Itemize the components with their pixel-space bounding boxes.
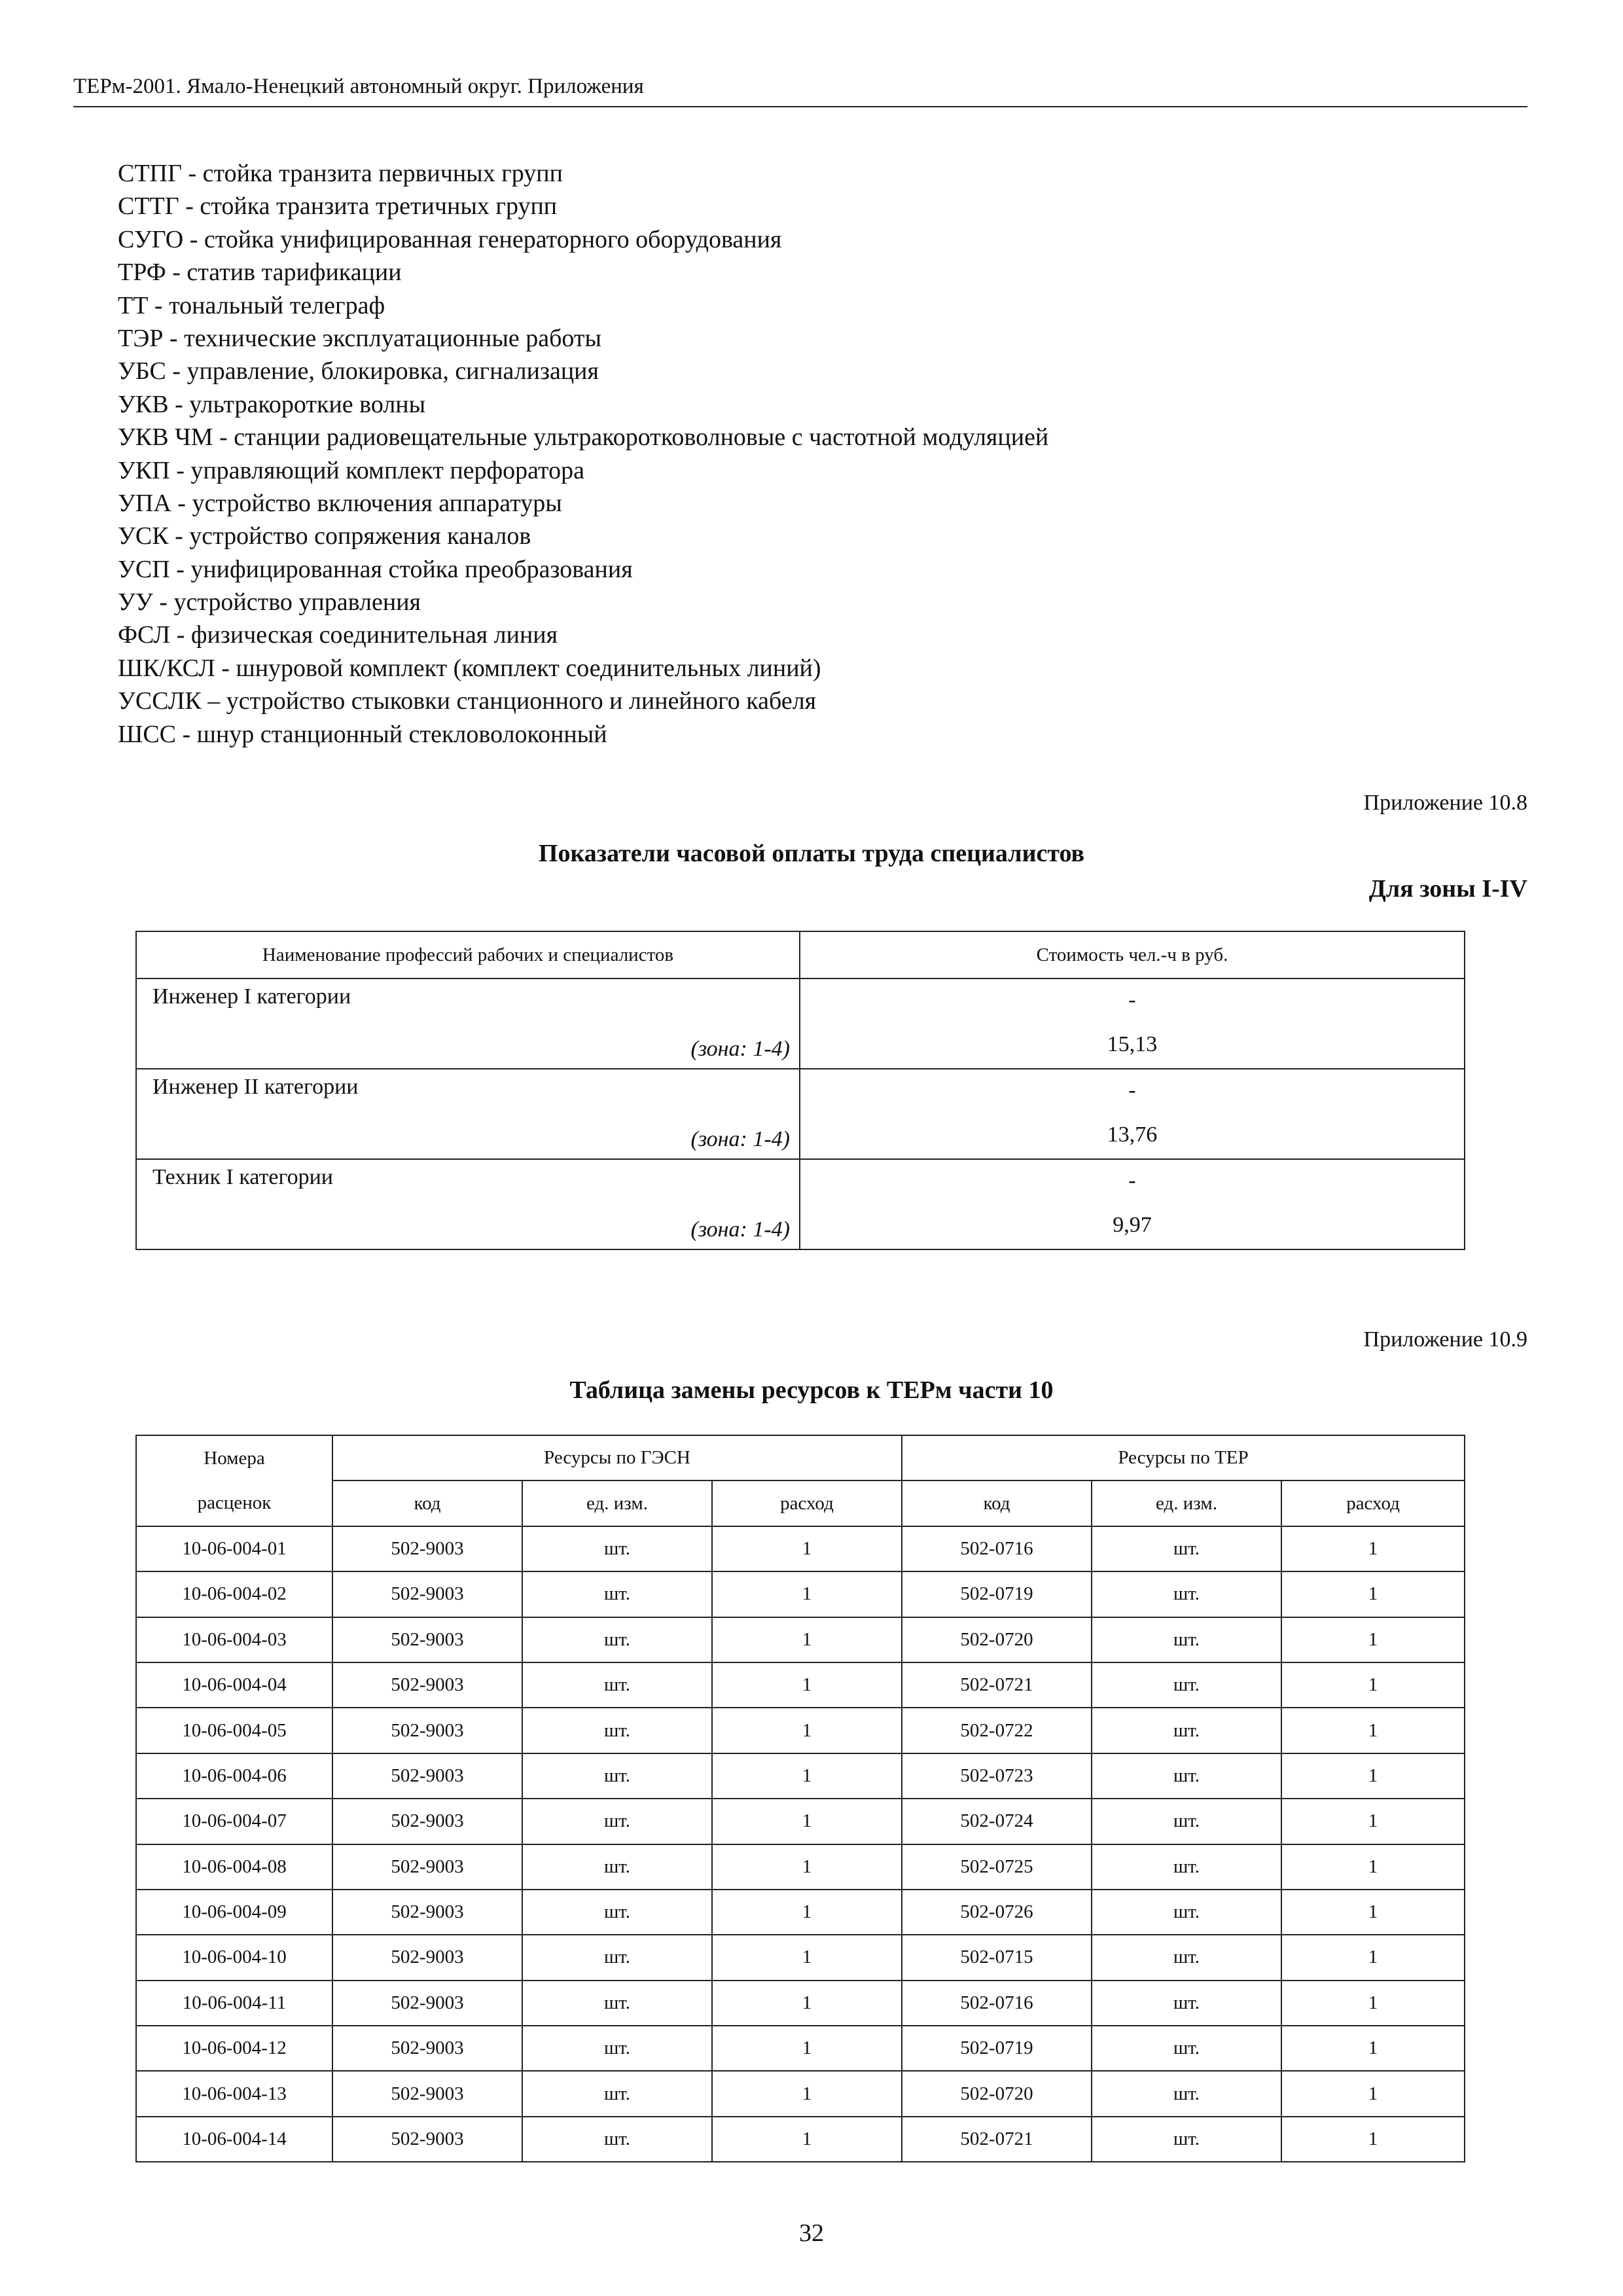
- ter-code-cell: 502-0719: [902, 1571, 1092, 1617]
- gesn-consumption-cell: 1: [712, 1844, 902, 1890]
- cost-value: 15,13: [1107, 1032, 1158, 1056]
- cost-cell: [800, 1069, 1465, 1159]
- table-row: [136, 1799, 1465, 1844]
- ter-unit-cell: шт.: [1092, 1981, 1281, 2026]
- ter-consumption-cell: 1: [1281, 1708, 1465, 1753]
- ter-consumption-cell: 1: [1281, 1844, 1465, 1890]
- wage-table: [135, 931, 1465, 1250]
- substitution-table: [135, 1435, 1465, 2162]
- rate-number-cell: 10-06-004-13: [136, 2071, 332, 2116]
- header-ter-unit: ед. изм.: [1092, 1480, 1281, 1526]
- table-row: [136, 1069, 1465, 1159]
- page-number: 32: [799, 2219, 824, 2247]
- profession-cell: [136, 1069, 800, 1159]
- zone-note: (зона: 1-4): [690, 1217, 790, 1242]
- substitution-table-body: [136, 1526, 1465, 2162]
- substitution-table-title: Таблица замены ресурсов к ТЕРм части 10: [569, 1376, 1054, 1404]
- gesn-unit-cell: шт.: [522, 1799, 712, 1844]
- rate-number-cell: 10-06-004-14: [136, 2117, 332, 2162]
- header-gesn-consumption: расход: [712, 1480, 902, 1526]
- abbreviation-list: [118, 157, 1492, 751]
- header-rates: расценок: [136, 1480, 332, 1526]
- ter-unit-cell: шт.: [1092, 1662, 1281, 1708]
- ter-code-cell: 502-0721: [902, 1662, 1092, 1708]
- header-gesn-unit: ед. изм.: [522, 1480, 712, 1526]
- gesn-code-cell: 502-9003: [332, 1799, 522, 1844]
- ter-consumption-cell: 1: [1281, 1799, 1465, 1844]
- ter-unit-cell: шт.: [1092, 1708, 1281, 1753]
- ter-consumption-cell: 1: [1281, 1935, 1465, 1980]
- table-row: [136, 1571, 1465, 1617]
- ter-unit-cell: шт.: [1092, 1526, 1281, 1571]
- gesn-unit-cell: шт.: [522, 1890, 712, 1935]
- gesn-unit-cell: шт.: [522, 1708, 712, 1753]
- table-row: [136, 1844, 1465, 1890]
- gesn-consumption-cell: 1: [712, 1662, 902, 1708]
- ter-unit-cell: шт.: [1092, 2071, 1281, 2116]
- profession-name: Инженер I категории: [152, 984, 351, 1009]
- ter-consumption-cell: 1: [1281, 1753, 1465, 1799]
- gesn-code-cell: 502-9003: [332, 1935, 522, 1980]
- rate-number-cell: 10-06-004-09: [136, 1890, 332, 1935]
- column-header-cost: Стоимость чел.-ч в руб.: [800, 931, 1465, 978]
- appendix-label-10-8: Приложение 10.8: [1363, 791, 1527, 815]
- ter-unit-cell: шт.: [1092, 1935, 1281, 1980]
- abbreviation-item: ТТ - тональный телеграф: [118, 291, 385, 319]
- gesn-code-cell: 502-9003: [332, 1753, 522, 1799]
- ter-unit-cell: шт.: [1092, 1844, 1281, 1890]
- cost-dash: -: [1128, 988, 1136, 1012]
- ter-code-cell: 502-0720: [902, 1617, 1092, 1662]
- gesn-code-cell: 502-9003: [332, 2026, 522, 2071]
- cost-value: 13,76: [1107, 1122, 1158, 1147]
- abbreviation-item: ФСЛ - физическая соединительная линия: [118, 621, 558, 649]
- abbreviation-item: СТТГ - стойка транзита третичных групп: [118, 192, 558, 221]
- gesn-code-cell: 502-9003: [332, 1981, 522, 2026]
- gesn-consumption-cell: 1: [712, 1981, 902, 2026]
- ter-unit-cell: шт.: [1092, 1890, 1281, 1935]
- table-row: [136, 1662, 1465, 1708]
- header-gesn-code: код: [332, 1480, 522, 1526]
- abbreviation-item: СУГО - стойка унифицированная генераторного оборудования: [118, 225, 782, 253]
- gesn-unit-cell: шт.: [522, 1753, 712, 1799]
- gesn-unit-cell: шт.: [522, 1662, 712, 1708]
- table-row: [136, 1935, 1465, 1980]
- abbreviation-item: УУ - устройство управления: [118, 588, 421, 617]
- gesn-code-cell: 502-9003: [332, 1890, 522, 1935]
- gesn-consumption-cell: 1: [712, 2026, 902, 2071]
- abbreviation-item: УКВ - ультракороткие волны: [118, 390, 426, 418]
- gesn-consumption-cell: 1: [712, 1890, 902, 1935]
- rate-number-cell: 10-06-004-02: [136, 1571, 332, 1617]
- ter-code-cell: 502-0719: [902, 2026, 1092, 2071]
- gesn-code-cell: 502-9003: [332, 1571, 522, 1617]
- table-row: [136, 1617, 1465, 1662]
- header-numbers: Номера: [136, 1435, 332, 1480]
- rate-number-cell: 10-06-004-11: [136, 1981, 332, 2026]
- table-row: [136, 978, 1465, 1069]
- gesn-unit-cell: шт.: [522, 1844, 712, 1890]
- table-row: [136, 1981, 1465, 2026]
- column-header-profession: Наименование профессий рабочих и специалистов: [136, 931, 800, 978]
- cost-dash: -: [1128, 1078, 1136, 1102]
- abbreviation-item: УСК - устройство сопряжения каналов: [118, 522, 531, 550]
- ter-code-cell: 502-0715: [902, 1935, 1092, 1980]
- gesn-consumption-cell: 1: [712, 1526, 902, 1571]
- header-ter-code: код: [902, 1480, 1092, 1526]
- gesn-code-cell: 502-9003: [332, 1844, 522, 1890]
- table-row: [136, 1753, 1465, 1799]
- rate-number-cell: 10-06-004-07: [136, 1799, 332, 1844]
- ter-code-cell: 502-0725: [902, 1844, 1092, 1890]
- profession-cell: [136, 1159, 800, 1249]
- running-header: ТЕРм-2001. Ямало-Ненецкий автономный округ. Приложения: [73, 75, 644, 98]
- table-row: [136, 2026, 1465, 2071]
- gesn-consumption-cell: 1: [712, 1935, 902, 1980]
- gesn-code-cell: 502-9003: [332, 1708, 522, 1753]
- profession-name: Инженер II категории: [152, 1075, 359, 1099]
- zone-label: Для зоны I-IV: [1368, 875, 1527, 903]
- gesn-consumption-cell: 1: [712, 1617, 902, 1662]
- rate-number-cell: 10-06-004-08: [136, 1844, 332, 1890]
- ter-code-cell: 502-0726: [902, 1890, 1092, 1935]
- abbreviation-item: СТПГ - стойка транзита первичных групп: [118, 160, 563, 187]
- ter-unit-cell: шт.: [1092, 2026, 1281, 2071]
- header-rule: [73, 106, 1527, 107]
- table-row: [136, 2117, 1465, 2162]
- gesn-unit-cell: шт.: [522, 2117, 712, 2162]
- zone-note: (зона: 1-4): [690, 1037, 790, 1061]
- ter-consumption-cell: 1: [1281, 2071, 1465, 2116]
- ter-consumption-cell: 1: [1281, 1617, 1465, 1662]
- abbreviation-item: ТРФ - статив тарификации: [118, 259, 402, 287]
- table-row: [136, 2071, 1465, 2116]
- abbreviation-item: УССЛК – устройство стыковки станционного и линейного кабеля: [118, 687, 817, 715]
- gesn-consumption-cell: 1: [712, 1708, 902, 1753]
- gesn-unit-cell: шт.: [522, 2071, 712, 2116]
- abbreviation-item: УБС - управление, блокировка, сигнализация: [118, 357, 599, 386]
- header-gesn-resources: Ресурсы по ГЭСН: [332, 1435, 902, 1480]
- ter-consumption-cell: 1: [1281, 2026, 1465, 2071]
- ter-code-cell: 502-0716: [902, 1981, 1092, 2026]
- rate-number-cell: 10-06-004-10: [136, 1935, 332, 1980]
- gesn-consumption-cell: 1: [712, 1799, 902, 1844]
- rate-number-cell: 10-06-004-06: [136, 1753, 332, 1799]
- gesn-consumption-cell: 1: [712, 1571, 902, 1617]
- ter-consumption-cell: 1: [1281, 1981, 1465, 2026]
- gesn-code-cell: 502-9003: [332, 1662, 522, 1708]
- header-ter-resources: Ресурсы по ТЕР: [902, 1435, 1465, 1480]
- ter-code-cell: 502-0724: [902, 1799, 1092, 1844]
- header-ter-consumption: расход: [1281, 1480, 1465, 1526]
- ter-code-cell: 502-0723: [902, 1753, 1092, 1799]
- gesn-unit-cell: шт.: [522, 1526, 712, 1571]
- table-row: [136, 1890, 1465, 1935]
- ter-consumption-cell: 1: [1281, 1890, 1465, 1935]
- rate-number-cell: 10-06-004-03: [136, 1617, 332, 1662]
- appendix-label-10-9: Приложение 10.9: [1363, 1327, 1527, 1352]
- table-row: [136, 1526, 1465, 1571]
- ter-code-cell: 502-0721: [902, 2117, 1092, 2162]
- abbreviation-item: ТЭР - технические эксплуатационные работы: [118, 324, 602, 352]
- rate-number-cell: 10-06-004-01: [136, 1526, 332, 1571]
- profession-cell: [136, 978, 800, 1069]
- abbreviation-item: УКВ ЧМ - станции радиовещательные ультракоротковолновые с частотной модуляцией: [118, 423, 1049, 452]
- gesn-unit-cell: шт.: [522, 1617, 712, 1662]
- ter-unit-cell: шт.: [1092, 1753, 1281, 1799]
- abbreviation-item: УСП - унифицированная стойка преобразования: [118, 555, 633, 583]
- cost-cell: [800, 978, 1465, 1069]
- gesn-consumption-cell: 1: [712, 1753, 902, 1799]
- cost-dash: -: [1128, 1168, 1136, 1193]
- zone-note: (зона: 1-4): [690, 1127, 790, 1151]
- abbreviation-item: ШСС - шнур станционный стекловолоконный: [118, 720, 607, 748]
- wage-table-title: Показатели часовой оплаты труда специалистов: [538, 840, 1085, 867]
- ter-unit-cell: шт.: [1092, 1571, 1281, 1617]
- cost-value: 9,97: [1113, 1213, 1152, 1237]
- ter-consumption-cell: 1: [1281, 1571, 1465, 1617]
- abbreviation-item: УПА - устройство включения аппаратуры: [118, 489, 562, 517]
- gesn-unit-cell: шт.: [522, 1935, 712, 1980]
- gesn-code-cell: 502-9003: [332, 2071, 522, 2116]
- rate-number-cell: 10-06-004-12: [136, 2026, 332, 2071]
- rate-number-cell: 10-06-004-05: [136, 1708, 332, 1753]
- table-row: [136, 1708, 1465, 1753]
- gesn-consumption-cell: 1: [712, 2117, 902, 2162]
- abbreviation-item: ШК/КСЛ - шнуровой комплект (комплект соединительных линий): [118, 654, 821, 682]
- cost-cell: [800, 1159, 1465, 1249]
- abbreviation-item: УКП - управляющий комплект перфоратора: [118, 456, 585, 484]
- ter-consumption-cell: 1: [1281, 1662, 1465, 1708]
- ter-code-cell: 502-0722: [902, 1708, 1092, 1753]
- gesn-unit-cell: шт.: [522, 2026, 712, 2071]
- profession-name: Техник I категории: [152, 1165, 334, 1189]
- ter-code-cell: 502-0720: [902, 2071, 1092, 2116]
- table-row: [136, 1159, 1465, 1249]
- gesn-code-cell: 502-9003: [332, 2117, 522, 2162]
- gesn-code-cell: 502-9003: [332, 1617, 522, 1662]
- gesn-code-cell: 502-9003: [332, 1526, 522, 1571]
- gesn-consumption-cell: 1: [712, 2071, 902, 2116]
- ter-unit-cell: шт.: [1092, 2117, 1281, 2162]
- ter-consumption-cell: 1: [1281, 2117, 1465, 2162]
- gesn-unit-cell: шт.: [522, 1571, 712, 1617]
- ter-consumption-cell: 1: [1281, 1526, 1465, 1571]
- ter-unit-cell: шт.: [1092, 1799, 1281, 1844]
- gesn-unit-cell: шт.: [522, 1981, 712, 2026]
- rate-number-cell: 10-06-004-04: [136, 1662, 332, 1708]
- ter-code-cell: 502-0716: [902, 1526, 1092, 1571]
- ter-unit-cell: шт.: [1092, 1617, 1281, 1662]
